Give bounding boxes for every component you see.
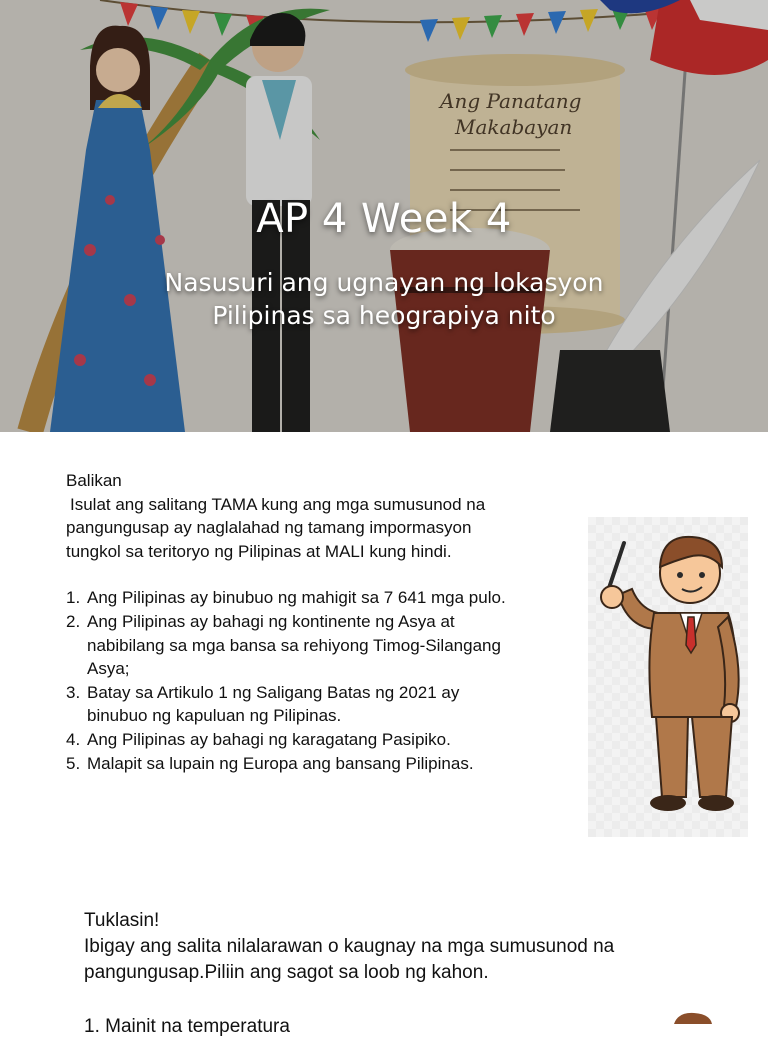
balikan-list: [66, 586, 576, 775]
item-number: 4.: [66, 729, 81, 749]
instruction-line-3: tungkol sa teritoryo ng Pilipinas at MALI kung hindi.: [66, 541, 452, 561]
item-number: 1.: [66, 588, 81, 608]
tuklasin-first-item: 1. Mainit na temperatura: [84, 1016, 290, 1037]
tuklasin-instruction-line-2: pangungusap.Piliin ang sagot sa loob ng kahon.: [84, 962, 489, 983]
list-item: [66, 681, 576, 728]
item-text: Batay sa Artikulo 1 ng Saligang Batas ng 2021 ay: [87, 682, 460, 702]
instruction-line-2: pangungusap ay naglalahad ng tamang impormasyon: [66, 518, 472, 538]
item-text: binubuo ng kapuluan ng Pilipinas.: [87, 706, 342, 726]
tuklasin-section: [84, 908, 724, 986]
instruction-line-1: Isulat ang salitang TAMA kung ang mga sumusunod na: [70, 494, 486, 514]
tuklasin-instruction-line-1: Ibigay ang salita nilalarawan o kaugnay na mga sumusunod na: [84, 936, 615, 957]
item-text: Ang Pilipinas ay binubuo ng mahigit sa 7 641 mga pulo.: [87, 588, 506, 608]
subtitle-line-2: Pilipinas sa heograpiya nito: [212, 301, 556, 330]
item-text: Malapit sa lupain ng Europa ang bansang Pilipinas.: [87, 753, 474, 773]
item-text: Ang Pilipinas ay bahagi ng karagatang Pasipiko.: [87, 729, 451, 749]
item-number: 5.: [66, 753, 81, 773]
teacher-with-pointer-icon: [588, 517, 748, 837]
scroll-heading-line-2: Makabayan: [455, 115, 573, 139]
scroll-heading-line-1: Ang Panatang: [440, 89, 582, 113]
item-text: nabibilang sa mga bansa sa rehiyong Timog-Silangang: [87, 635, 501, 655]
item-text: Ang Pilipinas ay bahagi ng kontinente ng Asya at: [87, 611, 455, 631]
list-item: [66, 728, 576, 752]
item-text: Asya;: [87, 659, 130, 679]
cover-banner: [0, 0, 768, 432]
item-number: 2.: [66, 611, 81, 631]
balikan-instruction: [66, 493, 576, 564]
page-title: AP 4 Week 4: [256, 196, 512, 242]
page-subtitle: [0, 266, 768, 332]
list-item: [66, 752, 576, 776]
teacher-illustration: [588, 517, 748, 837]
cartoon-figure-icon: [668, 1012, 718, 1024]
balikan-heading: Balikan: [66, 471, 122, 490]
subtitle-line-1: Nasusuri ang ugnayan ng lokasyon: [164, 268, 604, 297]
list-item: [66, 610, 576, 681]
tuklasin-heading: Tuklasin!: [84, 910, 160, 931]
list-item: [66, 586, 576, 610]
balikan-section: [66, 469, 576, 775]
item-number: 3.: [66, 682, 81, 702]
